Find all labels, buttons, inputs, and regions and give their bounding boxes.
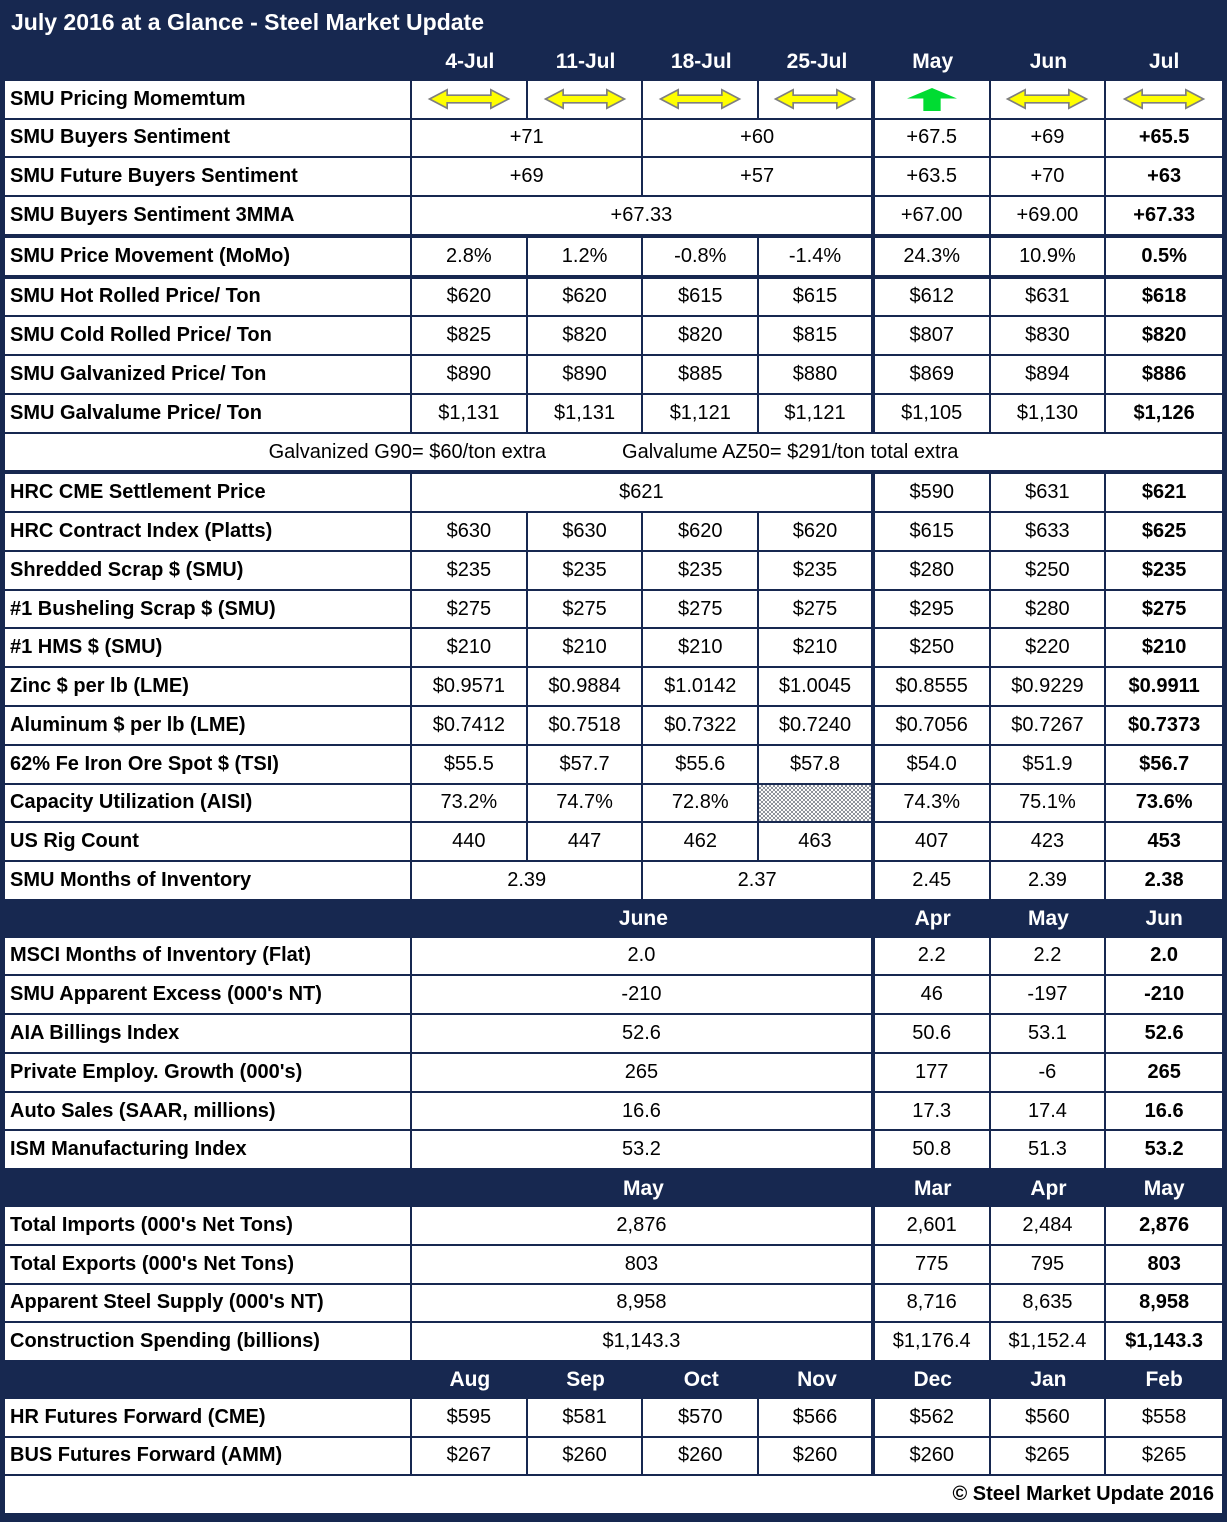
page-title: July 2016 at a Glance - Steel Market Update — [11, 8, 484, 35]
value-cell: $57.8 — [759, 746, 875, 783]
value-cell: 2.45 — [875, 862, 991, 899]
value-cell: $615 — [759, 279, 875, 316]
left-right-arrow-icon — [643, 81, 759, 118]
column-header: May — [1027, 907, 1069, 931]
value-cell: 46 — [875, 976, 991, 1013]
table-row — [5, 1323, 1222, 1362]
value-cell: 803 — [412, 1246, 875, 1283]
left-right-arrow-icon — [991, 81, 1107, 118]
value-cell: $830 — [991, 317, 1107, 354]
value-cell: 423 — [991, 823, 1107, 860]
value-cell: 440 — [412, 823, 528, 860]
value-cell: $260 — [875, 1438, 991, 1475]
value-cell: $51.9 — [991, 746, 1107, 783]
row-label: ISM Manufacturing Index — [5, 1131, 412, 1168]
row-label: SMU Price Movement (MoMo) — [5, 238, 412, 275]
value-cell: $820 — [643, 317, 759, 354]
row-label: Total Exports (000's Net Tons) — [5, 1246, 412, 1283]
value-cell: $280 — [875, 552, 991, 589]
value-cell: $275 — [528, 591, 644, 628]
value-cell: 8,635 — [991, 1285, 1107, 1322]
table-row — [5, 552, 1222, 591]
value-cell: $0.9884 — [528, 668, 644, 705]
value-cell: 51.3 — [991, 1131, 1107, 1168]
table-row — [5, 1015, 1222, 1054]
value-cell: 2.39 — [412, 862, 643, 899]
row-label: SMU Months of Inventory — [5, 862, 412, 899]
left-right-arrow-icon — [1106, 81, 1222, 118]
value-cell: $260 — [759, 1438, 875, 1475]
value-cell: 775 — [875, 1246, 991, 1283]
value-cell: $820 — [528, 317, 644, 354]
note-row — [5, 434, 1222, 475]
table-row — [5, 1285, 1222, 1324]
value-cell: $869 — [875, 356, 991, 393]
column-header — [5, 1170, 412, 1207]
value-cell: 0.5% — [1141, 244, 1187, 267]
table-row — [5, 81, 1222, 120]
table-row — [5, 513, 1222, 552]
title-bar — [5, 0, 1222, 44]
value-cell: $0.7056 — [875, 707, 991, 744]
value-cell: 74.3% — [875, 785, 991, 822]
value-cell: 53.2 — [412, 1131, 875, 1168]
value-cell: $1.0142 — [643, 668, 759, 705]
value-cell: $0.7322 — [643, 707, 759, 744]
table-row — [5, 1207, 1222, 1246]
value-cell: $265 — [1141, 1444, 1187, 1467]
column-header: Aug — [449, 1368, 491, 1392]
value-cell: 2.8% — [412, 238, 528, 275]
table-row — [5, 317, 1222, 356]
value-cell: 265 — [412, 1054, 875, 1091]
table-rows — [5, 44, 1222, 1515]
table-row — [5, 356, 1222, 395]
column-header: Jul — [1148, 50, 1180, 74]
hatched-cell — [759, 785, 875, 822]
period-header-row — [5, 1362, 1222, 1399]
value-cell: $560 — [991, 1399, 1107, 1436]
value-cell: 17.3 — [875, 1093, 991, 1130]
value-cell: +69 — [412, 158, 643, 195]
value-cell: 50.6 — [875, 1015, 991, 1052]
value-cell: $235 — [412, 552, 528, 589]
column-header — [5, 1362, 412, 1399]
value-cell: 24.3% — [875, 238, 991, 275]
value-cell: 74.7% — [528, 785, 644, 822]
row-label: SMU Galvanized Price/ Ton — [5, 356, 412, 393]
row-label: HRC Contract Index (Platts) — [5, 513, 412, 550]
table-row — [5, 976, 1222, 1015]
value-cell: $1,176.4 — [875, 1323, 991, 1360]
value-cell: $0.7373 — [1127, 713, 1201, 736]
value-cell: 447 — [528, 823, 644, 860]
table-row — [5, 707, 1222, 746]
value-cell: $275 — [412, 591, 528, 628]
column-header: Jan — [1030, 1368, 1067, 1392]
value-cell: $235 — [759, 552, 875, 589]
value-cell: 8,958 — [412, 1285, 875, 1322]
value-cell: +60 — [643, 120, 874, 157]
note-text: Galvalume AZ50= $291/ton total extra — [622, 440, 959, 463]
column-header: May — [622, 1176, 664, 1200]
value-cell: 2.0 — [412, 938, 875, 975]
value-cell: $260 — [528, 1438, 644, 1475]
value-cell: 2,876 — [412, 1207, 875, 1244]
column-header — [5, 44, 412, 81]
value-cell: $0.9571 — [412, 668, 528, 705]
value-cell: $220 — [991, 629, 1107, 666]
value-cell: $1,143.3 — [1125, 1330, 1204, 1353]
value-cell: $210 — [759, 629, 875, 666]
value-cell: $54.0 — [875, 746, 991, 783]
value-cell: $210 — [412, 629, 528, 666]
value-cell: $1,131 — [412, 395, 528, 432]
value-cell: 2.2 — [875, 938, 991, 975]
table-row — [5, 1131, 1222, 1170]
value-cell: 52.6 — [1144, 1022, 1184, 1045]
value-cell: $235 — [528, 552, 644, 589]
value-cell: -210 — [412, 976, 875, 1013]
table-row — [5, 862, 1222, 901]
value-cell: $57.7 — [528, 746, 644, 783]
value-cell: $1.0045 — [759, 668, 875, 705]
column-header: Dec — [913, 1368, 952, 1392]
table-row — [5, 1438, 1222, 1477]
no-data-hatch-pattern — [759, 785, 871, 822]
value-cell: $581 — [528, 1399, 644, 1436]
value-cell: 2.2 — [991, 938, 1107, 975]
table-row — [5, 629, 1222, 668]
table-row — [5, 668, 1222, 707]
value-cell: 177 — [875, 1054, 991, 1091]
value-cell: +71 — [412, 120, 643, 157]
value-cell: $1,131 — [528, 395, 644, 432]
value-cell: 453 — [1147, 830, 1181, 853]
value-cell: +65.5 — [1138, 126, 1190, 149]
value-cell: $1,121 — [759, 395, 875, 432]
value-cell: 10.9% — [991, 238, 1107, 275]
value-cell: $210 — [643, 629, 759, 666]
column-header — [5, 901, 412, 938]
value-cell: $631 — [991, 279, 1107, 316]
value-cell: $250 — [991, 552, 1107, 589]
value-cell: 2,876 — [1139, 1213, 1190, 1236]
note-text: Galvanized G90= $60/ton extra — [268, 440, 547, 463]
value-cell: 2.39 — [991, 862, 1107, 899]
value-cell: $620 — [412, 279, 528, 316]
value-cell: +57 — [643, 158, 874, 195]
column-header: Apr — [1030, 1176, 1067, 1200]
value-cell: $0.9229 — [991, 668, 1107, 705]
value-cell: 73.6% — [1135, 791, 1193, 814]
value-cell: $886 — [1141, 363, 1187, 385]
row-label: Apparent Steel Supply (000's NT) — [5, 1285, 412, 1322]
value-cell: $0.9911 — [1128, 675, 1200, 698]
value-cell: $570 — [643, 1399, 759, 1436]
value-cell: 52.6 — [412, 1015, 875, 1052]
value-cell: $235 — [643, 552, 759, 589]
column-header: Apr — [914, 907, 951, 931]
row-label: SMU Apparent Excess (000's NT) — [5, 976, 412, 1013]
row-label: SMU Future Buyers Sentiment — [5, 158, 412, 195]
table-row — [5, 1054, 1222, 1093]
row-label: Auto Sales (SAAR, millions) — [5, 1093, 412, 1130]
column-header: May — [912, 50, 954, 74]
value-cell: $0.8555 — [875, 668, 991, 705]
value-cell: $885 — [643, 356, 759, 393]
row-label: Zinc $ per lb (LME) — [5, 668, 412, 705]
value-cell: $880 — [759, 356, 875, 393]
left-right-arrow-icon — [412, 81, 528, 118]
table-row — [5, 120, 1222, 159]
table-row — [5, 197, 1222, 238]
value-cell: $825 — [412, 317, 528, 354]
value-cell: $615 — [875, 513, 991, 550]
column-header: May — [1143, 1176, 1185, 1200]
row-label: SMU Buyers Sentiment 3MMA — [5, 197, 412, 234]
value-cell: $558 — [1141, 1405, 1187, 1428]
row-label: Private Employ. Growth (000's) — [5, 1054, 412, 1091]
value-cell: $566 — [759, 1399, 875, 1436]
value-cell: +70 — [991, 158, 1107, 195]
value-cell: $631 — [991, 474, 1107, 511]
column-header: Feb — [1145, 1368, 1183, 1392]
row-label: Construction Spending (billions) — [5, 1323, 412, 1360]
value-cell: $620 — [759, 513, 875, 550]
value-cell: $620 — [643, 513, 759, 550]
value-cell: $0.7518 — [528, 707, 644, 744]
column-header: Mar — [914, 1176, 952, 1200]
row-label: Aluminum $ per lb (LME) — [5, 707, 412, 744]
value-cell: +63 — [1147, 165, 1182, 188]
value-cell: $275 — [759, 591, 875, 628]
value-cell: $590 — [875, 474, 991, 511]
left-right-arrow-icon — [759, 81, 875, 118]
value-cell: $56.7 — [1139, 752, 1190, 775]
table-row — [5, 395, 1222, 434]
value-cell: $633 — [991, 513, 1107, 550]
value-cell: $275 — [1141, 597, 1187, 620]
value-cell: 17.4 — [991, 1093, 1107, 1130]
value-cell: $210 — [528, 629, 644, 666]
value-cell: $210 — [1141, 636, 1187, 659]
value-cell: $0.7240 — [759, 707, 875, 744]
value-cell: $1,152.4 — [991, 1323, 1107, 1360]
row-label: MSCI Months of Inventory (Flat) — [5, 938, 412, 975]
period-header-row — [5, 1170, 1222, 1207]
row-label: HR Futures Forward (CME) — [5, 1399, 412, 1436]
column-header: June — [618, 907, 668, 931]
column-header: Jun — [1145, 907, 1183, 931]
column-header: Oct — [683, 1368, 719, 1392]
value-cell: $620 — [528, 279, 644, 316]
value-cell: 2.37 — [643, 862, 874, 899]
row-label: HRC CME Settlement Price — [5, 474, 412, 511]
row-label: BUS Futures Forward (AMM) — [5, 1438, 412, 1475]
value-cell: 8,958 — [1139, 1291, 1190, 1314]
period-header-row — [5, 44, 1222, 81]
value-cell: 2,601 — [875, 1207, 991, 1244]
table-row — [5, 474, 1222, 513]
value-cell: $625 — [1141, 520, 1187, 543]
value-cell: $1,121 — [643, 395, 759, 432]
value-cell: +67.33 — [1133, 203, 1195, 226]
row-label: SMU Galvalume Price/ Ton — [5, 395, 412, 432]
value-cell: 50.8 — [875, 1131, 991, 1168]
table-row — [5, 1246, 1222, 1285]
value-cell: 463 — [759, 823, 875, 860]
value-cell: $235 — [1141, 558, 1187, 581]
value-cell: $807 — [875, 317, 991, 354]
row-label: SMU Hot Rolled Price/ Ton — [5, 279, 412, 316]
value-cell: $595 — [412, 1399, 528, 1436]
copyright-text: © Steel Market Update 2016 — [952, 1483, 1214, 1506]
column-header: Sep — [566, 1368, 605, 1392]
value-cell: +67.00 — [875, 197, 991, 234]
value-cell: -1.4% — [759, 238, 875, 275]
value-cell: 8,716 — [875, 1285, 991, 1322]
value-cell: $280 — [991, 591, 1107, 628]
value-cell: $615 — [643, 279, 759, 316]
value-cell: 16.6 — [412, 1093, 875, 1130]
period-header-row — [5, 901, 1222, 938]
table-row — [5, 158, 1222, 197]
value-cell: $275 — [643, 591, 759, 628]
value-cell: $890 — [528, 356, 644, 393]
row-label: Shredded Scrap $ (SMU) — [5, 552, 412, 589]
value-cell: $55.6 — [643, 746, 759, 783]
value-cell: -197 — [991, 976, 1107, 1013]
table-row — [5, 746, 1222, 785]
value-cell: +67.33 — [412, 197, 875, 234]
value-cell: $267 — [412, 1438, 528, 1475]
row-label: SMU Cold Rolled Price/ Ton — [5, 317, 412, 354]
table-row — [5, 1093, 1222, 1132]
row-label: 62% Fe Iron Ore Spot $ (TSI) — [5, 746, 412, 783]
column-header: 18-Jul — [670, 50, 732, 74]
table-row — [5, 1399, 1222, 1438]
column-header: Nov — [797, 1368, 837, 1392]
value-cell: $630 — [412, 513, 528, 550]
value-cell: $618 — [1141, 285, 1187, 308]
value-cell: -210 — [1144, 983, 1185, 1006]
row-label: SMU Buyers Sentiment — [5, 120, 412, 157]
value-cell: $890 — [412, 356, 528, 393]
value-cell: +69.00 — [991, 197, 1107, 234]
value-cell: $562 — [875, 1399, 991, 1436]
table-row — [5, 823, 1222, 862]
value-cell: 16.6 — [1144, 1099, 1184, 1122]
value-cell: 265 — [1147, 1060, 1181, 1083]
value-cell: $0.7267 — [991, 707, 1107, 744]
value-cell: $621 — [412, 474, 875, 511]
value-cell: $894 — [991, 356, 1107, 393]
value-cell: $815 — [759, 317, 875, 354]
value-cell: 407 — [875, 823, 991, 860]
value-cell: 53.2 — [1144, 1138, 1184, 1161]
row-label: Total Imports (000's Net Tons) — [5, 1207, 412, 1244]
column-header: 4-Jul — [445, 50, 495, 74]
table-row — [5, 279, 1222, 318]
value-cell: +67.5 — [875, 120, 991, 157]
value-cell: 462 — [643, 823, 759, 860]
value-cell: $1,130 — [991, 395, 1107, 432]
value-cell: $250 — [875, 629, 991, 666]
footer-row — [5, 1476, 1222, 1515]
value-cell: 1.2% — [528, 238, 644, 275]
value-cell: $820 — [1141, 324, 1187, 347]
value-cell: $630 — [528, 513, 644, 550]
row-label: Capacity Utilization (AISI) — [5, 785, 412, 822]
value-cell: +69 — [991, 120, 1107, 157]
value-cell: 2,484 — [991, 1207, 1107, 1244]
column-header: Jun — [1029, 50, 1068, 74]
row-label: AIA Billings Index — [5, 1015, 412, 1052]
left-right-arrow-icon — [528, 81, 644, 118]
value-cell: 803 — [1147, 1252, 1181, 1275]
value-cell: +63.5 — [875, 158, 991, 195]
row-label: SMU Pricing Momemtum — [5, 81, 412, 118]
value-cell: $55.5 — [412, 746, 528, 783]
row-label: US Rig Count — [5, 823, 412, 860]
value-cell: 75.1% — [991, 785, 1107, 822]
value-cell: 795 — [991, 1246, 1107, 1283]
table-row — [5, 591, 1222, 630]
table-row — [5, 785, 1222, 824]
value-cell: $295 — [875, 591, 991, 628]
value-cell: 2.38 — [1144, 868, 1184, 891]
table-row — [5, 938, 1222, 977]
value-cell: $0.7412 — [412, 707, 528, 744]
extras-note — [5, 434, 1222, 471]
value-cell: $612 — [875, 279, 991, 316]
column-header: 25-Jul — [786, 50, 848, 74]
value-cell: $621 — [1141, 481, 1187, 504]
value-cell: 73.2% — [412, 785, 528, 822]
table-row — [5, 238, 1222, 279]
up-arrow-icon — [875, 81, 991, 118]
value-cell: 53.1 — [991, 1015, 1107, 1052]
value-cell: $260 — [643, 1438, 759, 1475]
value-cell: $1,126 — [1133, 401, 1195, 424]
value-cell: -0.8% — [643, 238, 759, 275]
value-cell: 2.0 — [1150, 944, 1179, 967]
row-label: #1 HMS $ (SMU) — [5, 629, 412, 666]
column-header: 11-Jul — [555, 50, 616, 74]
value-cell: $1,105 — [875, 395, 991, 432]
value-cell: $1,143.3 — [412, 1323, 875, 1360]
value-cell: 72.8% — [643, 785, 759, 822]
value-cell: $265 — [991, 1438, 1107, 1475]
value-cell: -6 — [991, 1054, 1107, 1091]
row-label: #1 Busheling Scrap $ (SMU) — [5, 591, 412, 628]
